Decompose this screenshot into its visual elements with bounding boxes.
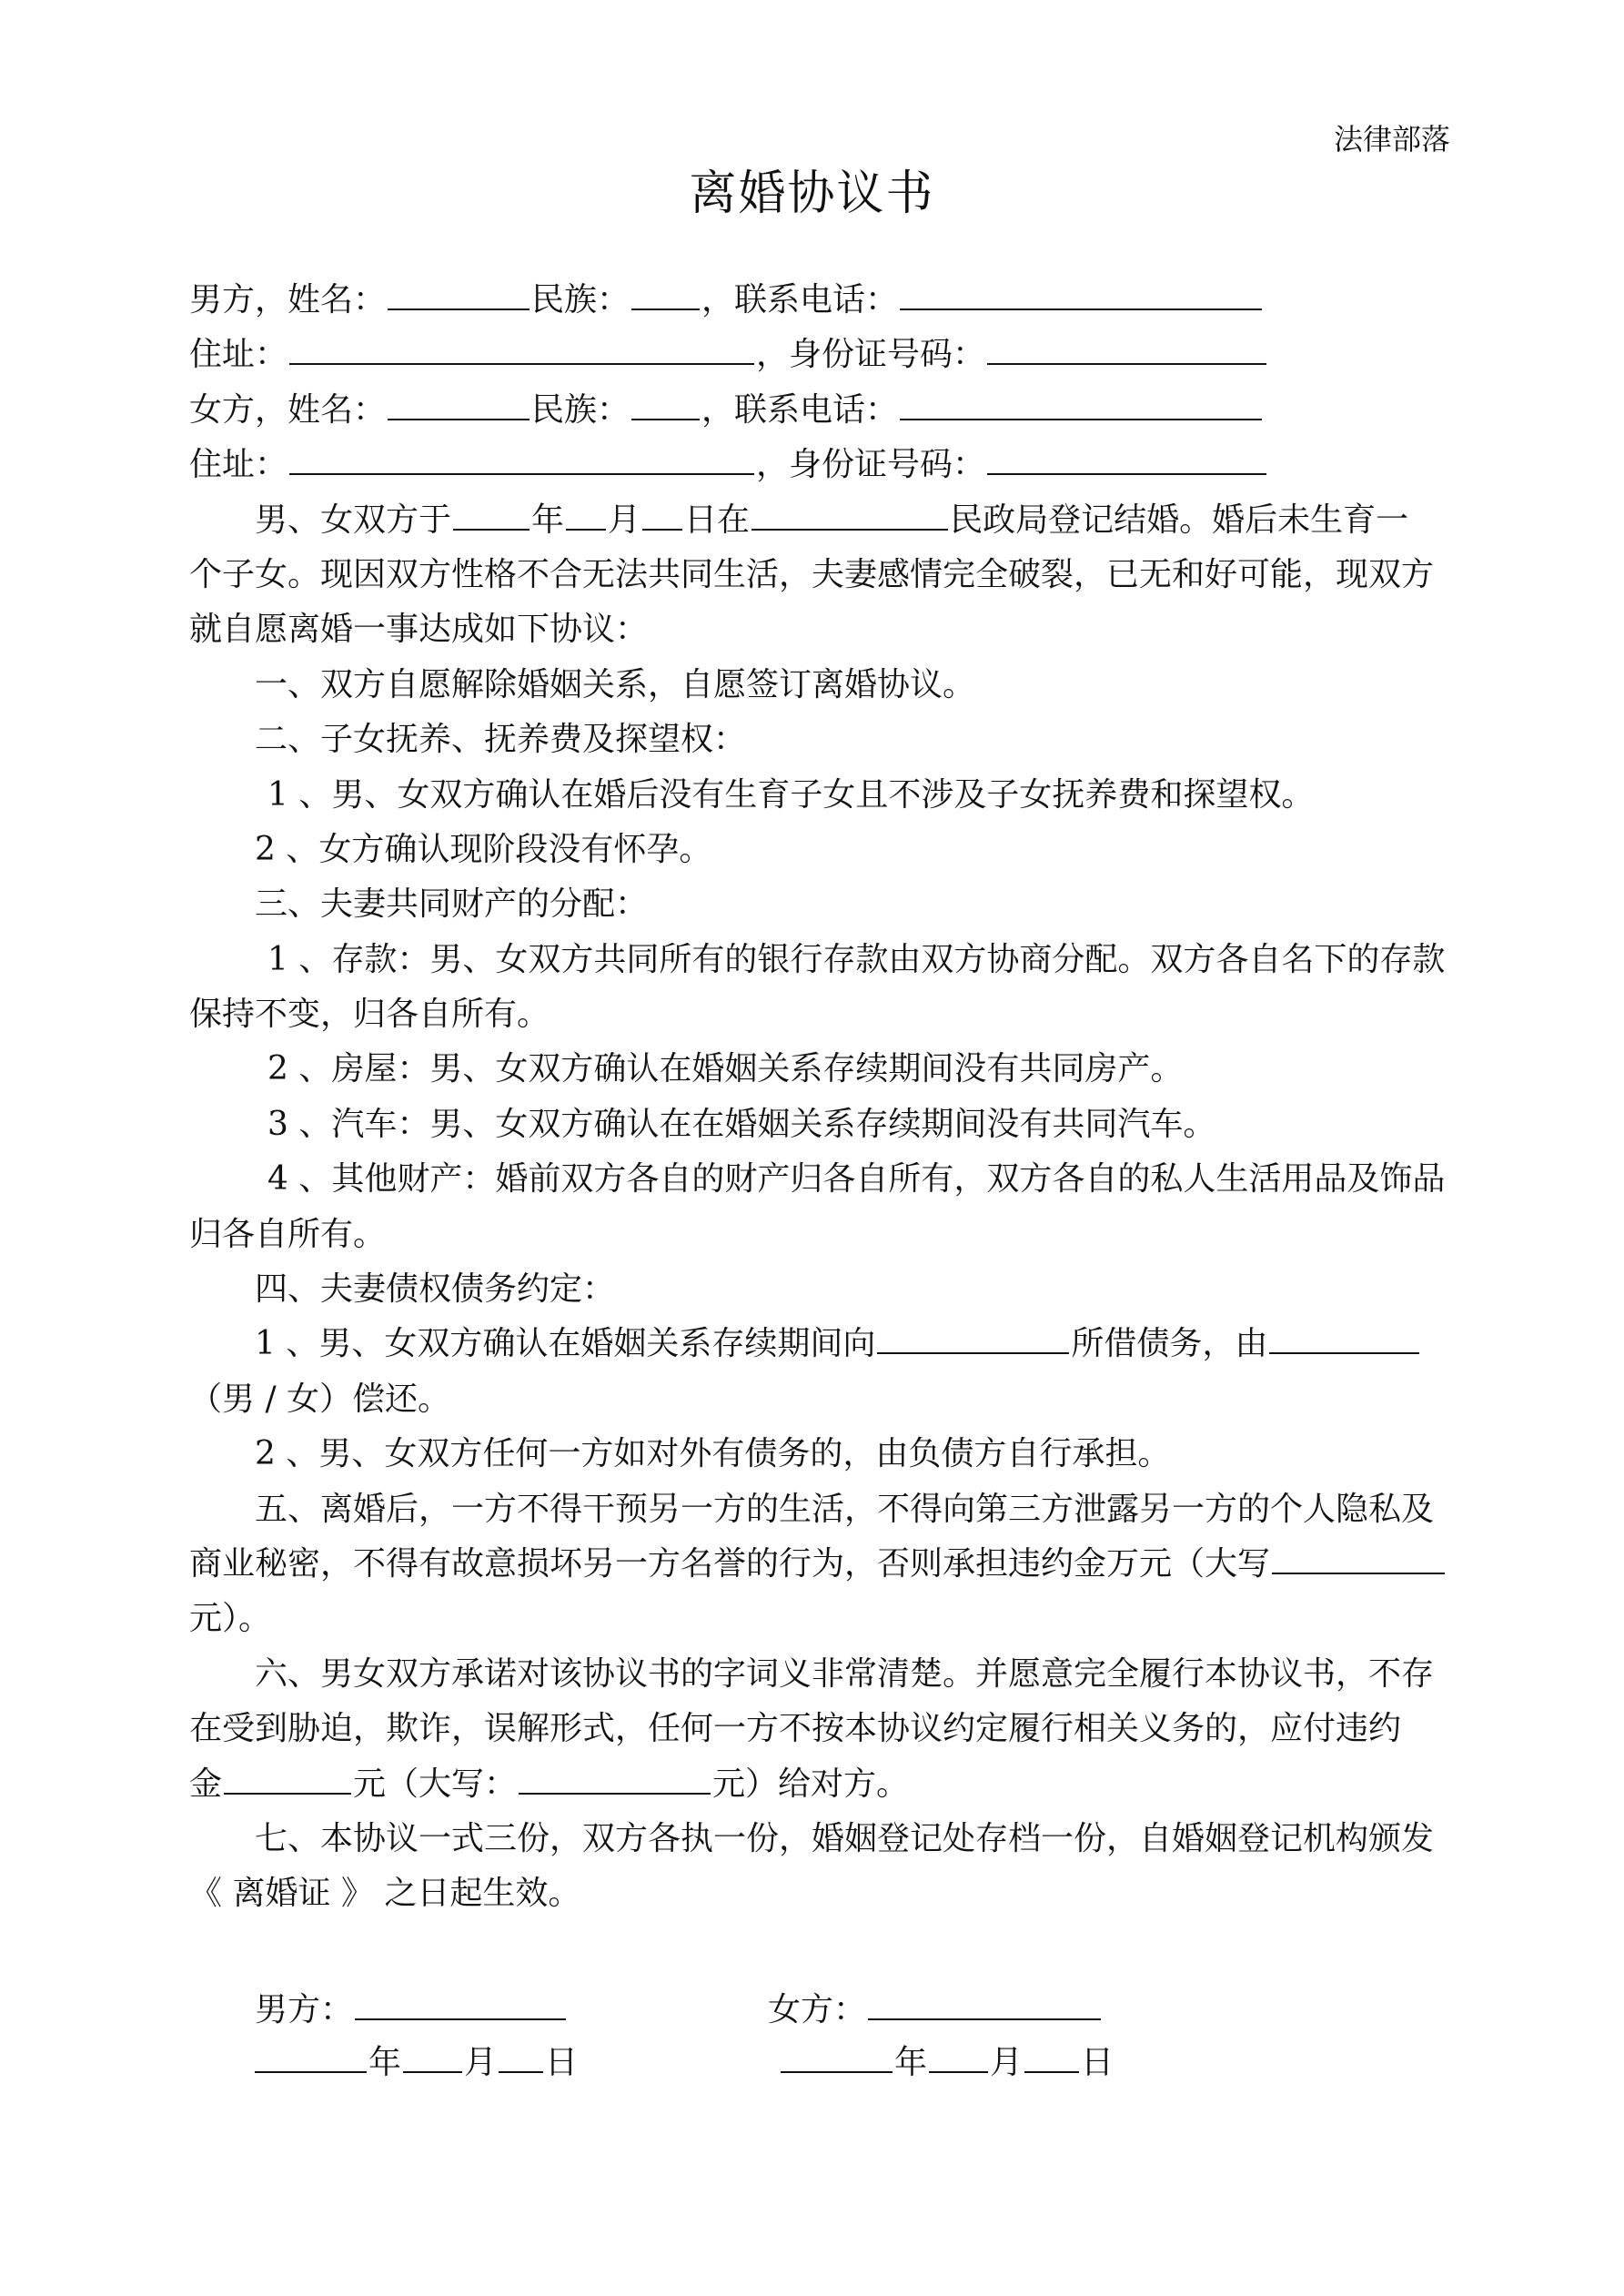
label: 男方： xyxy=(255,1991,354,2028)
month-blank[interactable] xyxy=(929,2040,988,2073)
paragraph-line: 就自愿离婚一事达成如下协议： xyxy=(189,611,649,649)
text: 元（大写： xyxy=(353,1765,518,1803)
creditor-blank[interactable] xyxy=(877,1321,1069,1354)
label: ，身份证号码： xyxy=(756,446,986,484)
text: 月 xyxy=(990,2044,1024,2081)
penalty-uppercase-blank[interactable] xyxy=(1272,1542,1445,1574)
label: 民族： xyxy=(531,281,630,319)
month-blank[interactable] xyxy=(566,498,606,531)
penalty-uppercase-blank[interactable] xyxy=(519,1762,711,1795)
text: 月 xyxy=(464,2044,498,2081)
text: 月 xyxy=(608,501,641,539)
text: 1 、男、女双方确认在婚姻关系存续期间向 xyxy=(255,1325,876,1363)
male-id-blank[interactable] xyxy=(987,332,1266,365)
female-address-line xyxy=(189,438,1454,492)
clause-4-2: 2 、男、女双方任何一方如对外有债务的，由负债方自行承担。 xyxy=(255,1435,1171,1473)
male-address-blank[interactable] xyxy=(289,332,754,365)
male-info-line xyxy=(189,273,1454,328)
text: 年 xyxy=(368,2044,402,2081)
bureau-blank[interactable] xyxy=(751,498,948,531)
label: 住址： xyxy=(189,446,288,484)
clause-2-2: 2 、女方确认现阶段没有怀孕。 xyxy=(255,830,712,868)
female-name-blank[interactable] xyxy=(388,388,530,420)
male-signature-blank[interactable] xyxy=(355,1988,566,2020)
label: 民族： xyxy=(531,390,630,429)
paragraph-line: 个子女。现因双方性格不合无法共同生活，夫妻感情完全破裂，已无和好可能，现双方 xyxy=(189,555,1435,593)
day-blank[interactable] xyxy=(642,498,682,531)
clause-2: 二、子女抚养、抚养费及探望权： xyxy=(255,721,747,759)
female-date xyxy=(779,2040,1114,2081)
female-phone-blank[interactable] xyxy=(900,388,1262,420)
male-address-line xyxy=(189,328,1454,382)
clause-3-3: 3 、汽车：男、女双方确认在在婚姻关系存续期间没有共同汽车。 xyxy=(267,1105,1216,1143)
label: 女方： xyxy=(768,1991,867,2028)
female-signature xyxy=(768,1988,1103,2028)
label: ，联系电话： xyxy=(701,390,899,429)
text: 日 xyxy=(1081,2044,1115,2081)
source-label: 法律部落 xyxy=(1334,122,1451,157)
year-blank[interactable] xyxy=(781,2040,893,2073)
male-name-blank[interactable] xyxy=(388,278,530,310)
clause-6-cont: 在受到胁迫，欺诈，误解形式，任何一方不按本协议约定履行相关义务的，应付违约 xyxy=(189,1710,1402,1748)
text: 年 xyxy=(894,2044,928,2081)
text: 商业秘密，不得有故意损坏另一方名誉的行为，否则承担违约金万元（大写 xyxy=(189,1544,1271,1583)
female-ethnicity-blank[interactable] xyxy=(631,388,700,420)
clause-6: 六、男女双方承诺对该协议书的字词义非常清楚。并愿意完全履行本协议书，不存 xyxy=(255,1654,1435,1693)
male-phone-blank[interactable] xyxy=(900,278,1262,310)
day-blank[interactable] xyxy=(1024,2040,1079,2073)
penalty-amount-blank[interactable] xyxy=(224,1762,351,1795)
clause-7: 七、本协议一式三份，双方各执一份，婚姻登记处存档一份，自婚姻登记机构颁发 xyxy=(255,1819,1435,1857)
male-signature xyxy=(255,1988,568,2028)
text: 元）给对方。 xyxy=(712,1765,910,1803)
label: ，联系电话： xyxy=(701,281,899,319)
clause-1: 一、双方自愿解除婚姻关系，自愿签订离婚协议。 xyxy=(255,665,976,703)
clause-3-2: 2 、房屋：男、女双方确认在婚姻关系存续期间没有共同房产。 xyxy=(267,1050,1184,1088)
clause-3-4: 4 、其他财产：婚前双方各自的财产归各自所有，双方各自的私人生活用品及饰品 xyxy=(267,1160,1446,1199)
debtor-blank[interactable] xyxy=(1269,1321,1419,1354)
clause-3: 三、夫妻共同财产的分配： xyxy=(255,885,649,924)
clause-2-1: 1 、男、女双方确认在婚后没有生育子女且不涉及子女抚养费和探望权。 xyxy=(267,775,1315,814)
female-address-blank[interactable] xyxy=(289,442,754,475)
text: 年 xyxy=(531,501,565,539)
text: 金 xyxy=(189,1765,223,1803)
text: 所借债务，由 xyxy=(1071,1325,1268,1363)
clause-5: 五、离婚后，一方不得干预另一方的生活，不得向第三方泄露另一方的个人隐私及 xyxy=(255,1490,1435,1528)
year-blank[interactable] xyxy=(255,2040,367,2073)
clause-3-4-cont: 归各自所有。 xyxy=(189,1215,387,1253)
female-info-line xyxy=(189,383,1454,438)
clause-5-cont xyxy=(189,1537,1454,1592)
label: ，身份证号码： xyxy=(756,336,986,374)
day-blank[interactable] xyxy=(499,2040,543,2073)
clause-3-1-cont: 保持不变，归各自所有。 xyxy=(189,996,550,1034)
clause-5-end: 元）。 xyxy=(189,1600,272,1638)
clause-4-1 xyxy=(189,1317,1454,1371)
clause-6-end xyxy=(189,1757,1454,1812)
text: 民政局登记结婚。婚后未生育一 xyxy=(950,501,1409,539)
text: 日 xyxy=(545,2044,579,2081)
clause-3-1: 1 、存款：男、女双方共同所有的银行存款由双方协商分配。双方各自名下的存款 xyxy=(267,940,1446,978)
clause-7-cont: 《 离婚证 》 之日起生效。 xyxy=(189,1875,581,1913)
text: 日在 xyxy=(684,501,751,539)
female-id-blank[interactable] xyxy=(987,442,1266,475)
marriage-line xyxy=(189,493,1454,548)
clause-4-1-cont: （男 / 女）偿还。 xyxy=(189,1380,451,1418)
text: 男、女双方于 xyxy=(255,501,452,539)
male-ethnicity-blank[interactable] xyxy=(631,278,700,310)
male-date xyxy=(253,2040,578,2081)
month-blank[interactable] xyxy=(403,2040,462,2073)
female-signature-blank[interactable] xyxy=(868,1988,1101,2020)
document-body xyxy=(189,273,1454,1922)
clause-4: 四、夫妻债权债务约定： xyxy=(255,1270,616,1309)
label: 男方，姓名： xyxy=(189,281,387,319)
label: 住址： xyxy=(189,336,288,374)
year-blank[interactable] xyxy=(453,498,530,531)
document-title: 离婚协议书 xyxy=(689,167,935,221)
label: 女方，姓名： xyxy=(189,390,387,429)
